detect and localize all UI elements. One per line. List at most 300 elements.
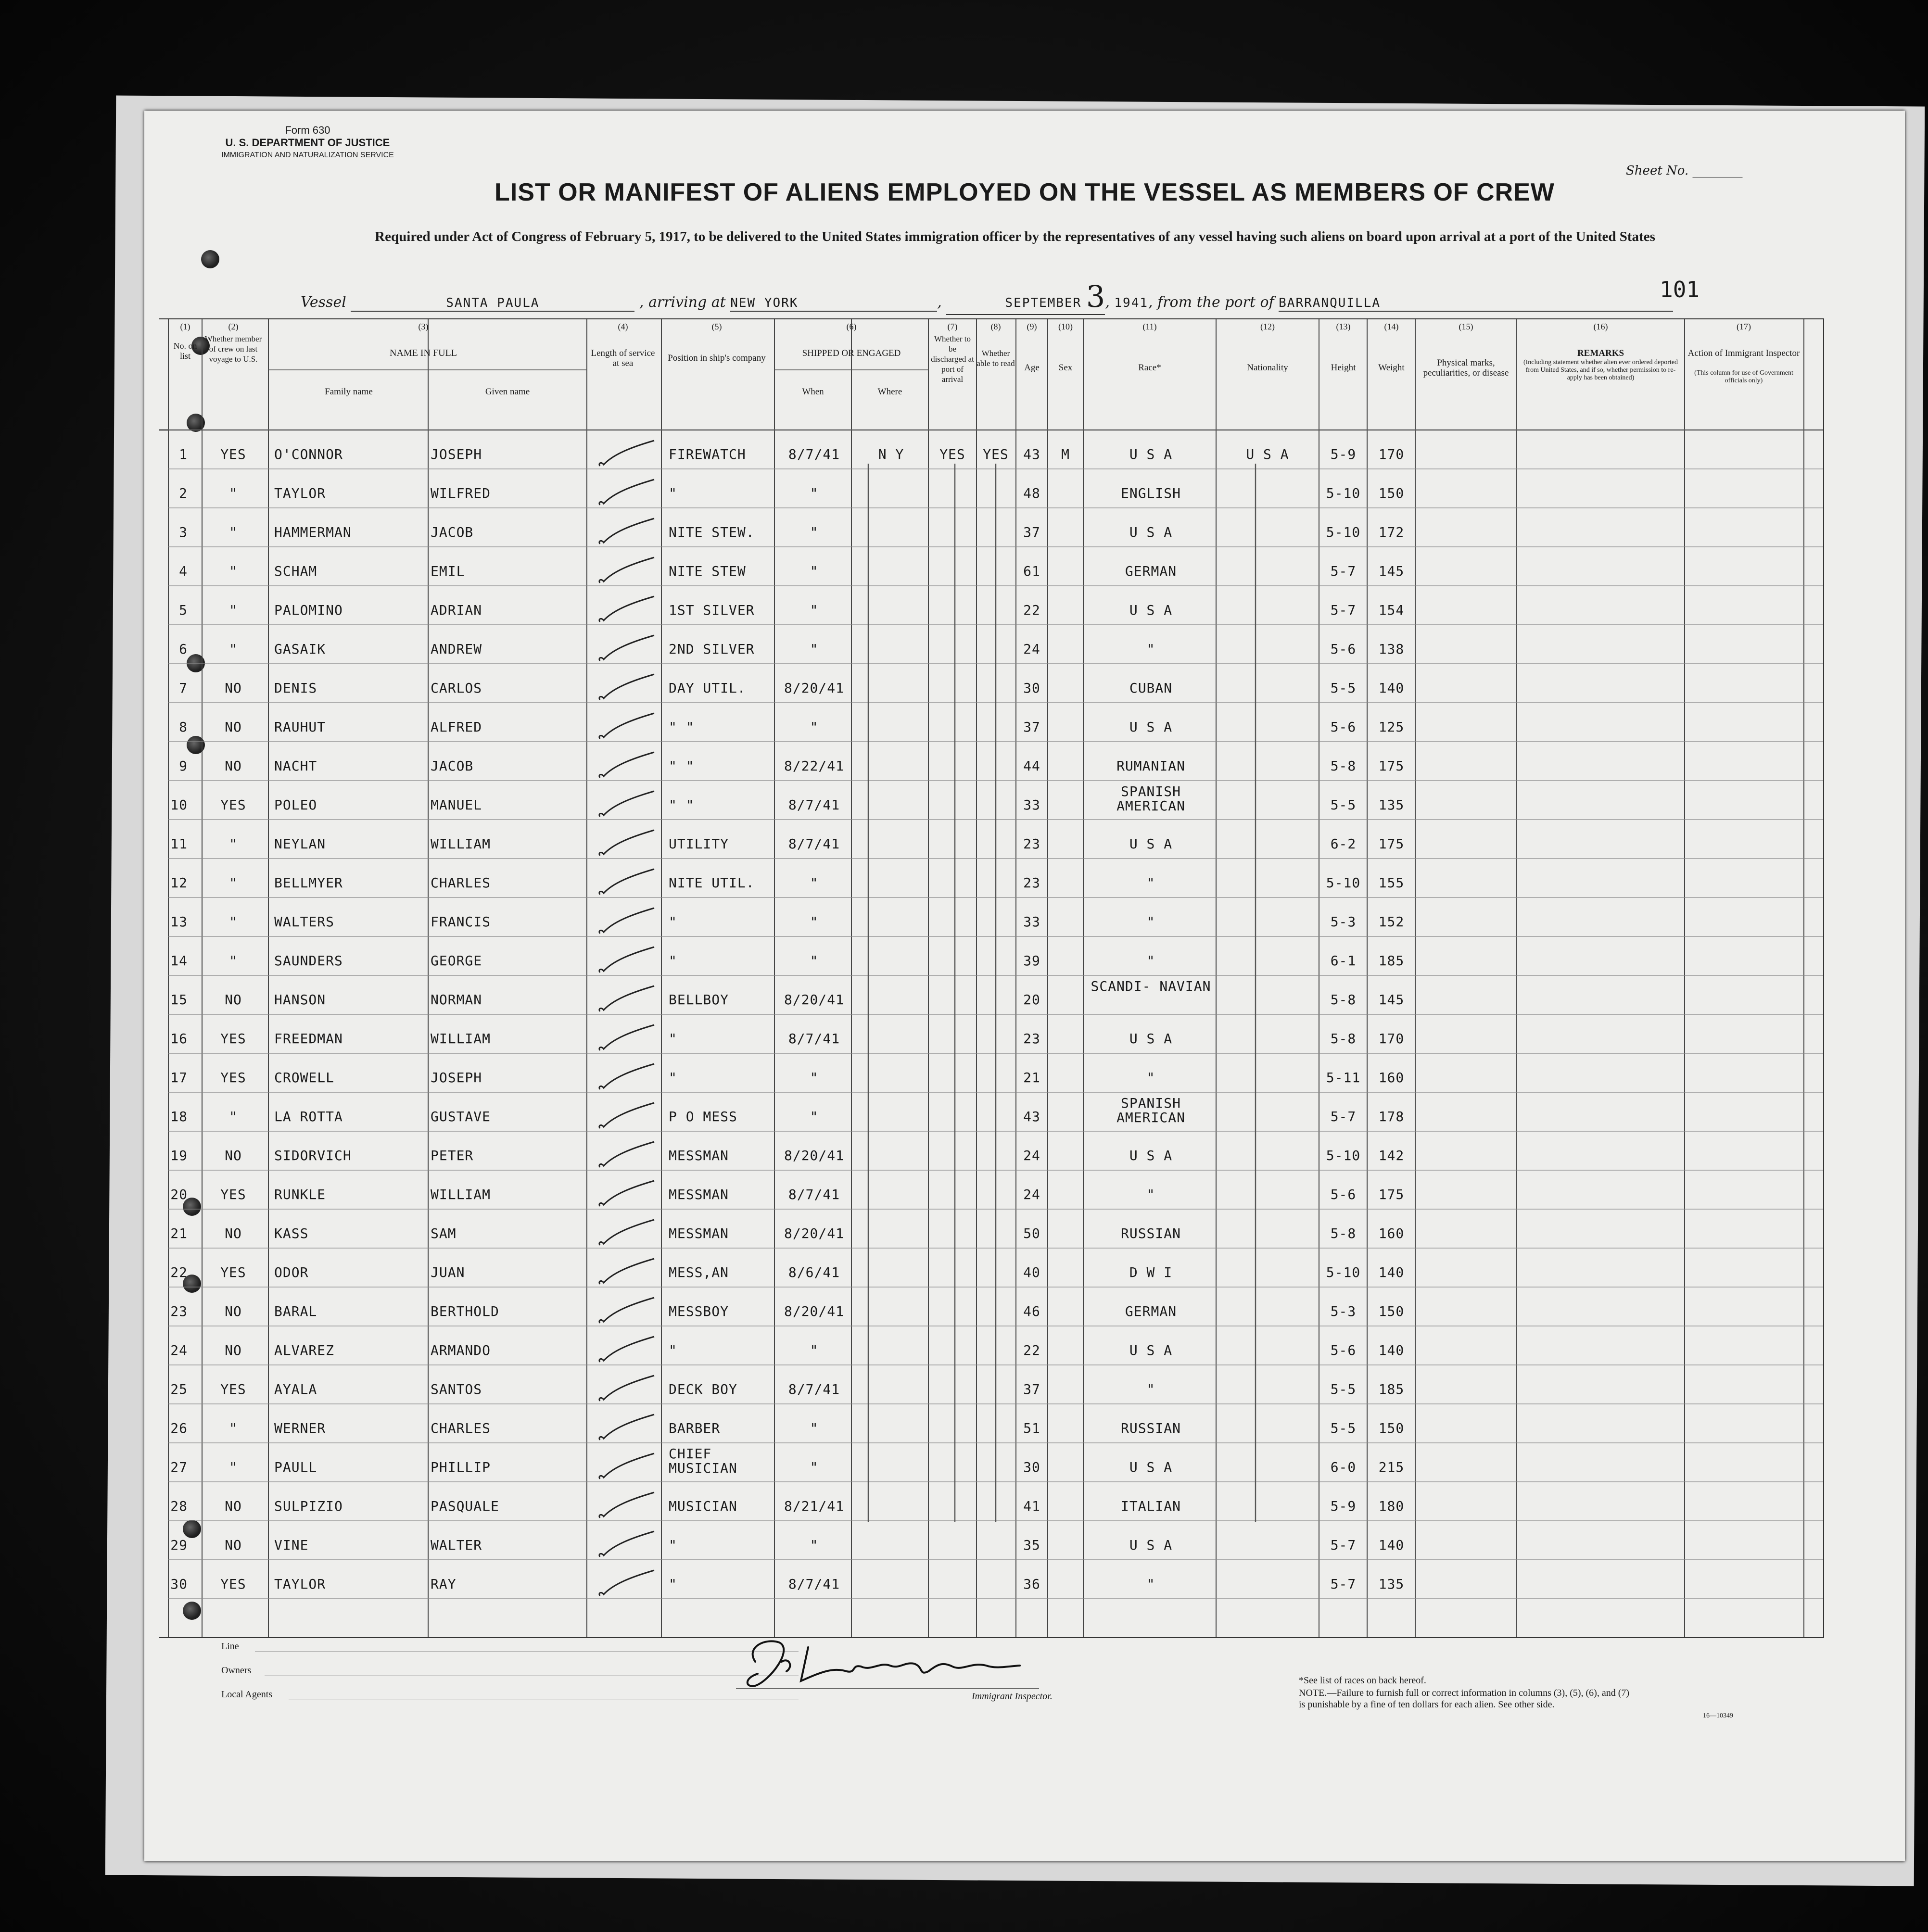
cell-nationality: U S A — [1246, 446, 1289, 462]
cell-member: NO — [225, 1498, 242, 1514]
row-number: 8 — [179, 719, 188, 735]
cell-weight: 145 — [1378, 992, 1405, 1008]
cell-weight: 135 — [1378, 797, 1405, 813]
page-title: LIST OR MANIFEST OF ALIENS EMPLOYED ON THE VESSEL AS MEMBERS OF CREW — [495, 178, 1555, 206]
cell-weight: 150 — [1378, 1420, 1405, 1436]
voyage-line: Vessel SANTA PAULA , arriving at NEW YORK , SEPTEMBER 3, 1941, from the port of BARRANQUILLA — [301, 279, 1673, 315]
col3-family-header: Family name — [325, 387, 373, 397]
cell-given: WILLIAM — [431, 1187, 491, 1202]
cell-member: YES — [220, 1070, 246, 1086]
cell-position: P O MESS — [669, 1109, 737, 1124]
service-check-mark — [594, 790, 657, 819]
cell-race: U S A — [1129, 446, 1173, 462]
cell-when: 8/6/41 — [788, 1264, 840, 1280]
cell-position: DAY UTIL. — [669, 680, 746, 696]
cell-where: N Y — [878, 446, 904, 462]
service-check-mark — [594, 556, 657, 585]
cell-position: " — [669, 1537, 677, 1553]
cell-race: CUBAN — [1129, 680, 1173, 696]
col11-header: Race* — [1138, 363, 1161, 373]
owners-label: Owners — [221, 1665, 252, 1676]
cell-weight: 185 — [1378, 1381, 1405, 1397]
cell-when: 8/20/41 — [784, 680, 844, 696]
cell-when: " — [810, 1109, 819, 1124]
cell-given: JACOB — [431, 758, 474, 774]
cell-family: WERNER — [274, 1420, 326, 1436]
cell-member: NO — [225, 1537, 242, 1553]
cell-age: 39 — [1023, 953, 1040, 969]
row-number: 14 — [170, 953, 188, 969]
col3-given-header: Given name — [485, 387, 530, 397]
vessel-field — [351, 294, 634, 312]
table-lines — [159, 319, 1823, 1637]
cell-member: YES — [220, 1576, 246, 1592]
row-number: 17 — [170, 1070, 188, 1086]
cell-position: " — [669, 914, 677, 930]
cell-when: " — [810, 602, 819, 618]
service-check-mark — [594, 1375, 657, 1403]
col5-number: (5) — [711, 322, 722, 331]
cell-position: " " — [669, 758, 695, 774]
vessel-label: Vessel — [301, 294, 346, 311]
sheet-number-label: Sheet No. ________ — [1626, 164, 1743, 178]
races-note: *See list of races on back hereof. — [1299, 1675, 1426, 1686]
cell-height: 5-8 — [1330, 1031, 1357, 1047]
cell-height: 6-2 — [1330, 836, 1357, 852]
cell-member: NO — [225, 719, 242, 735]
cell-given: EMIL — [431, 563, 465, 579]
punch-hole — [201, 250, 219, 268]
col14-number: (14) — [1384, 322, 1399, 331]
cell-race: RUSSIAN — [1120, 1225, 1181, 1241]
cell-when: " — [810, 1342, 819, 1358]
row-number: 2 — [179, 485, 188, 501]
cell-read: YES — [983, 446, 1009, 462]
cell-age: 51 — [1023, 1420, 1040, 1436]
row-number: 22 — [170, 1264, 188, 1280]
cell-height: 5-6 — [1330, 1187, 1357, 1202]
cell-family: TAYLOR — [274, 1576, 326, 1592]
cell-when: 8/21/41 — [784, 1498, 844, 1514]
cell-height: 5-5 — [1330, 797, 1357, 813]
cell-when: 8/20/41 — [784, 992, 844, 1008]
cell-given: GEORGE — [431, 953, 482, 969]
inspector-signature — [736, 1628, 1073, 1695]
service-check-mark — [594, 1569, 657, 1598]
cell-when: 8/7/41 — [788, 1187, 840, 1202]
row-number: 12 — [170, 875, 188, 891]
service-check-mark — [594, 1219, 657, 1248]
form-identifier — [221, 124, 394, 162]
cell-member: YES — [220, 797, 246, 813]
cell-position: " — [669, 485, 677, 501]
cell-position: " — [669, 953, 677, 969]
cell-given: GUSTAVE — [431, 1109, 491, 1124]
cell-given: ARMANDO — [431, 1342, 491, 1358]
cell-family: NEYLAN — [274, 836, 326, 852]
cell-height: 5-5 — [1330, 1420, 1357, 1436]
cell-when: 8/7/41 — [788, 446, 840, 462]
col6-where-header: Where — [877, 387, 902, 397]
cell-age: 44 — [1023, 758, 1040, 774]
cell-position: " — [669, 1031, 677, 1047]
cell-weight: 178 — [1378, 1109, 1405, 1124]
line-label: Line — [221, 1641, 239, 1652]
cell-given: WILLIAM — [431, 1031, 491, 1047]
cell-family: LA ROTTA — [274, 1109, 343, 1124]
cell-race: " — [1146, 1187, 1155, 1202]
cell-age: 43 — [1023, 446, 1040, 462]
cell-weight: 140 — [1378, 680, 1405, 696]
cell-height: 5-5 — [1330, 1381, 1357, 1397]
cell-age: 37 — [1023, 719, 1040, 735]
cell-weight: 160 — [1378, 1070, 1405, 1086]
row-number: 3 — [179, 524, 188, 540]
col7-header: Whether to be discharged at port of arrival — [931, 334, 974, 384]
service-check-mark — [594, 1414, 657, 1442]
service-check-mark — [594, 829, 657, 858]
service-check-mark — [594, 751, 657, 780]
cell-family: BELLMYER — [274, 875, 343, 891]
cell-height: 5-10 — [1326, 485, 1361, 501]
cell-family: NACHT — [274, 758, 317, 774]
col12-number: (12) — [1260, 322, 1275, 331]
cell-weight: 170 — [1378, 1031, 1405, 1047]
cell-weight: 135 — [1378, 1576, 1405, 1592]
manifest-table — [159, 318, 1824, 1638]
cell-race: D W I — [1129, 1264, 1173, 1280]
col1-number: (1) — [180, 322, 190, 331]
cell-weight: 175 — [1378, 836, 1405, 852]
col16-header: REMARKS — [1577, 348, 1624, 358]
cell-member: NO — [225, 992, 242, 1008]
cell-family: GASAIK — [274, 641, 326, 657]
cell-age: 48 — [1023, 485, 1040, 501]
cell-given: JOSEPH — [431, 446, 482, 462]
cell-position: " — [669, 1342, 677, 1358]
cell-race: U S A — [1129, 1342, 1173, 1358]
cell-member: " — [229, 836, 238, 852]
cell-family: SAUNDERS — [274, 953, 343, 969]
cell-race: U S A — [1129, 719, 1173, 735]
row-number: 6 — [179, 641, 188, 657]
cell-position: BELLBOY — [669, 992, 729, 1008]
cell-height: 5-6 — [1330, 719, 1357, 735]
cell-position: 2ND SILVER — [669, 641, 755, 657]
cell-member: " — [229, 563, 238, 579]
cell-position: NITE UTIL. — [669, 875, 755, 891]
col17-header: Action of Immigrant Inspector — [1687, 348, 1800, 358]
cell-age: 23 — [1023, 875, 1040, 891]
row-number: 21 — [170, 1225, 188, 1241]
service-check-mark — [594, 1141, 657, 1170]
cell-when: " — [810, 1459, 819, 1475]
row-number: 16 — [170, 1031, 188, 1047]
cell-when: " — [810, 875, 819, 891]
cell-height: 5-7 — [1330, 602, 1357, 618]
cell-position: MESSMAN — [669, 1148, 729, 1163]
form-number: Form 630 — [285, 124, 330, 136]
cell-height: 5-3 — [1330, 1303, 1357, 1319]
cell-member: " — [229, 1459, 238, 1475]
cell-position: NITE STEW. — [669, 524, 755, 540]
cell-race: " — [1146, 953, 1155, 969]
cell-given: JACOB — [431, 524, 474, 540]
cell-when: " — [810, 1420, 819, 1436]
cell-given: ALFRED — [431, 719, 482, 735]
page-subtitle: Required under Act of Congress of February 5, 1917, to be delivered to the United States immigration officer by the representatives of any vessel having such aliens on board upon arrival at a port of the United States — [375, 229, 1655, 244]
cell-discharged: YES — [939, 446, 965, 462]
cell-position: MESS,AN — [669, 1264, 729, 1280]
cell-member: NO — [225, 1148, 242, 1163]
cell-height: 5-7 — [1330, 1109, 1357, 1124]
service-check-mark — [594, 1336, 657, 1364]
arrival-day: 3 — [1086, 279, 1105, 314]
cell-family: KASS — [274, 1225, 309, 1241]
service-check-mark — [594, 946, 657, 975]
cell-member: " — [229, 1109, 238, 1124]
cell-given: ADRIAN — [431, 602, 482, 618]
cell-race: GERMAN — [1125, 1303, 1177, 1319]
col4-number: (4) — [618, 322, 628, 331]
cell-position: MUSICIAN — [669, 1498, 737, 1514]
col17-number: (17) — [1737, 322, 1751, 331]
cell-height: 5-6 — [1330, 641, 1357, 657]
cell-weight: 160 — [1378, 1225, 1405, 1241]
cell-family: ODOR — [274, 1264, 309, 1280]
cell-age: 37 — [1023, 1381, 1040, 1397]
row-number: 18 — [170, 1109, 188, 1124]
cell-race: ITALIAN — [1120, 1498, 1181, 1514]
col16-subheader: (Including statement whether alien ever ordered deported from United States, and if so, whether permission to re-apply has been obtained) — [1523, 359, 1678, 381]
cell-given: FRANCIS — [431, 914, 491, 930]
cell-when: " — [810, 719, 819, 735]
row-number: 4 — [179, 563, 188, 579]
cell-given: WILFRED — [431, 485, 491, 501]
cell-race: U S A — [1129, 602, 1173, 618]
col14-header: Weight — [1378, 363, 1405, 373]
cell-when: 8/7/41 — [788, 1381, 840, 1397]
col16-number: (16) — [1593, 322, 1608, 331]
cell-weight: 125 — [1378, 719, 1405, 735]
cell-age: 40 — [1023, 1264, 1040, 1280]
cell-race: " — [1146, 1070, 1155, 1086]
col6-when-header: When — [802, 387, 824, 397]
row-number: 20 — [170, 1187, 188, 1202]
cell-position: " — [669, 1070, 677, 1086]
cell-age: 30 — [1023, 680, 1040, 696]
cell-age: 23 — [1023, 1031, 1040, 1047]
cell-family: PALOMINO — [274, 602, 343, 618]
cell-race: GERMAN — [1125, 563, 1177, 579]
row-number: 1 — [179, 446, 188, 462]
cell-when: 8/20/41 — [784, 1225, 844, 1241]
row-number: 24 — [170, 1342, 188, 1358]
cell-member: " — [229, 875, 238, 891]
cell-age: 24 — [1023, 1148, 1040, 1163]
arrival-month: SEPTEMBER — [1005, 296, 1082, 310]
from-field — [1279, 294, 1673, 312]
cell-weight: 172 — [1378, 524, 1405, 540]
cell-position: MESSBOY — [669, 1303, 729, 1319]
service-check-mark — [594, 1258, 657, 1287]
cell-given: SAM — [431, 1225, 457, 1241]
cell-family: POLEO — [274, 797, 317, 813]
cell-weight: 150 — [1378, 1303, 1405, 1319]
arriving-field — [730, 294, 937, 312]
cell-family: SULPIZIO — [274, 1498, 343, 1514]
cell-member: YES — [220, 1381, 246, 1397]
cell-race: U S A — [1129, 1031, 1173, 1047]
service: IMMIGRATION AND NATURALIZATION SERVICE — [221, 151, 394, 159]
cell-age: 37 — [1023, 524, 1040, 540]
cell-age: 22 — [1023, 1342, 1040, 1358]
cell-family: BARAL — [274, 1303, 317, 1319]
col3-header: NAME IN FULL — [390, 348, 457, 358]
cell-position: MESSMAN — [669, 1187, 729, 1202]
arrival-year: 1941 — [1114, 296, 1149, 310]
cell-when: " — [810, 1537, 819, 1553]
cell-race: " — [1146, 641, 1155, 657]
cell-position: BARBER — [669, 1420, 721, 1436]
cell-age: 61 — [1023, 563, 1040, 579]
stamp-number: 101 — [1660, 277, 1700, 303]
cell-age: 21 — [1023, 1070, 1040, 1086]
service-check-mark — [594, 518, 657, 546]
col6-number: (6) — [846, 322, 857, 331]
cell-member: NO — [225, 758, 242, 774]
col10-header: Sex — [1058, 363, 1073, 373]
cell-given: JOSEPH — [431, 1070, 482, 1086]
agents-label: Local Agents — [221, 1689, 273, 1700]
cell-member: NO — [225, 1303, 242, 1319]
cell-family: SCHAM — [274, 563, 317, 579]
cell-race: RUMANIAN — [1116, 758, 1185, 774]
cell-race: " — [1146, 914, 1155, 930]
col3-number: (3) — [418, 322, 429, 331]
cell-given: NORMAN — [431, 992, 482, 1008]
cell-weight: 215 — [1378, 1459, 1405, 1475]
cell-weight: 185 — [1378, 953, 1405, 969]
cell-family: SIDORVICH — [274, 1148, 352, 1163]
cell-race: U S A — [1129, 524, 1173, 540]
cell-family: HANSON — [274, 992, 326, 1008]
cell-position: " " — [669, 797, 695, 813]
service-check-mark — [594, 712, 657, 741]
service-check-mark — [594, 1452, 657, 1481]
cell-race: U S A — [1129, 836, 1173, 852]
cell-when: 8/7/41 — [788, 1576, 840, 1592]
cell-member: NO — [225, 680, 242, 696]
cell-when: " — [810, 1070, 819, 1086]
col2-number: (2) — [228, 322, 239, 331]
col10-number: (10) — [1058, 322, 1073, 331]
cell-age: 24 — [1023, 641, 1040, 657]
row-number: 26 — [170, 1420, 188, 1436]
col13-number: (13) — [1336, 322, 1351, 331]
service-check-mark — [594, 1297, 657, 1326]
row-number: 15 — [170, 992, 188, 1008]
cell-when: 8/22/41 — [784, 758, 844, 774]
inspector-label: Immigrant Inspector. — [972, 1691, 1053, 1702]
sheet-label: Sheet No. — [1626, 164, 1689, 178]
from-port: BARRANQUILLA — [1279, 296, 1381, 310]
cell-age: 20 — [1023, 992, 1040, 1008]
cell-sex: M — [1061, 446, 1070, 462]
cell-when: " — [810, 641, 819, 657]
cell-position: DECK BOY — [669, 1381, 737, 1397]
cell-family: RUNKLE — [274, 1187, 326, 1202]
cell-when: " — [810, 563, 819, 579]
cell-height: 5-6 — [1330, 1342, 1357, 1358]
cell-given: MANUEL — [431, 797, 482, 813]
cell-member: YES — [220, 1264, 246, 1280]
cell-position: 1ST SILVER — [669, 602, 755, 618]
arriving-label: , arriving at — [639, 294, 726, 311]
cell-height: 5-9 — [1330, 1498, 1357, 1514]
cell-height: 5-7 — [1330, 1576, 1357, 1592]
cell-weight: 140 — [1378, 1537, 1405, 1553]
cell-race: " — [1146, 875, 1155, 891]
arriving-port: NEW YORK — [730, 296, 799, 310]
cell-when: " — [810, 524, 819, 540]
cell-given: PETER — [431, 1148, 474, 1163]
cell-race: U S A — [1129, 1459, 1173, 1475]
service-check-mark — [594, 440, 657, 468]
cell-race: SPANISH AMERICAN — [1116, 783, 1185, 814]
service-check-mark — [594, 634, 657, 663]
col13-header: Height — [1331, 363, 1356, 373]
cell-height: 5-10 — [1326, 875, 1361, 891]
col1-header: No. on list — [173, 341, 197, 361]
service-check-mark — [594, 1102, 657, 1131]
cell-age: 46 — [1023, 1303, 1040, 1319]
cell-weight: 175 — [1378, 758, 1405, 774]
row-number: 13 — [170, 914, 188, 930]
cell-family: RAUHUT — [274, 719, 326, 735]
cell-age: 43 — [1023, 1109, 1040, 1124]
col7-number: (7) — [947, 322, 958, 331]
col4-header: Length of service at sea — [591, 348, 655, 368]
cell-age: 36 — [1023, 1576, 1040, 1592]
cell-height: 5-3 — [1330, 914, 1357, 930]
cell-height: 6-0 — [1330, 1459, 1357, 1475]
cell-given: BERTHOLD — [431, 1303, 499, 1319]
cell-given: ANDREW — [431, 641, 482, 657]
cell-height: 5-7 — [1330, 563, 1357, 579]
cell-given: PASQUALE — [431, 1498, 499, 1514]
row-number: 28 — [170, 1498, 188, 1514]
service-check-mark — [594, 1491, 657, 1520]
cell-given: WILLIAM — [431, 836, 491, 852]
service-check-mark — [594, 1024, 657, 1053]
cell-given: CHARLES — [431, 1420, 491, 1436]
cell-when: 8/7/41 — [788, 836, 840, 852]
cell-race: U S A — [1129, 1537, 1173, 1553]
row-number: 27 — [170, 1459, 188, 1475]
col2-header: Whether member of crew on last voyage to U.S. — [204, 334, 262, 364]
service-check-mark — [594, 1063, 657, 1092]
row-number: 11 — [170, 836, 188, 852]
cell-age: 24 — [1023, 1187, 1040, 1202]
cell-when: 8/20/41 — [784, 1303, 844, 1319]
cell-family: PAULL — [274, 1459, 317, 1475]
cell-height: 5-11 — [1326, 1070, 1361, 1086]
cell-family: O'CONNOR — [274, 446, 343, 462]
cell-member: " — [229, 641, 238, 657]
cell-age: 50 — [1023, 1225, 1040, 1241]
col6-header: SHIPPED OR ENGAGED — [802, 348, 901, 358]
